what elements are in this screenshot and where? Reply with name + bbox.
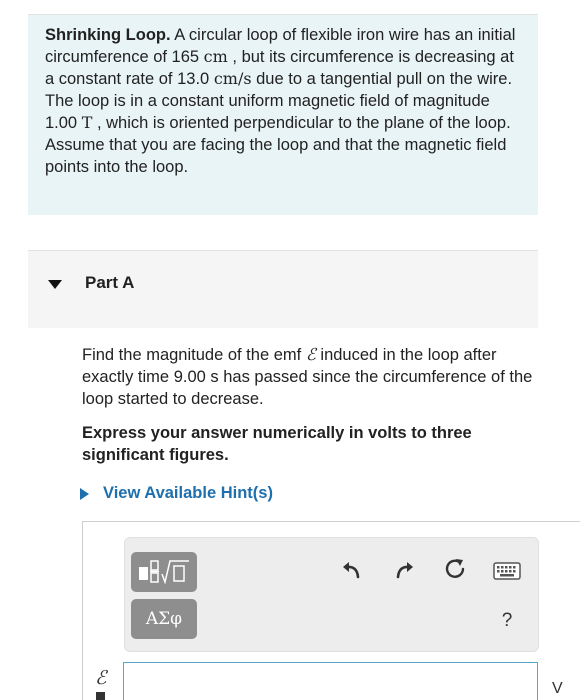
emf-symbol: ℰ	[305, 345, 316, 364]
answer-input[interactable]	[123, 662, 538, 700]
problem-text-4: , which is oriented perpendicular to the plane of the loop. Assume that you are facing the loop and that the magnetic field points into the loop.	[45, 114, 511, 176]
help-button[interactable]: ?	[501, 610, 513, 631]
problem-statement	[28, 15, 538, 215]
rate-unit: cm/s	[213, 69, 252, 88]
undo-icon	[341, 558, 363, 580]
templates-icon	[137, 558, 191, 586]
reset-button[interactable]	[443, 557, 467, 581]
redo-button[interactable]	[393, 558, 415, 580]
problem-text-2: , but its circumference is decreasing at a constant rate of	[45, 48, 514, 88]
circumference-value: 165	[171, 48, 200, 66]
question-text	[82, 344, 552, 410]
undo-button[interactable]	[341, 558, 363, 580]
field-value: 1.00	[45, 114, 78, 132]
problem-text-1: A circular loop of flexible iron wire has an initial circumference of	[45, 26, 516, 66]
answer-label: ℰ	[95, 667, 107, 689]
keyboard-icon	[493, 562, 521, 580]
field-unit: T	[81, 113, 93, 132]
answer-instruction: Express your answer numerically in volts to three significant figures.	[82, 424, 472, 464]
hint-toggle[interactable]	[80, 484, 273, 503]
question-text-2: induced in the loop after exactly time 9.00 s has passed since the circumference of the loop started to decrease.	[82, 346, 533, 408]
partial-glyph	[96, 692, 105, 700]
redo-icon	[393, 558, 415, 580]
reset-icon	[443, 557, 467, 581]
math-toolbar	[124, 537, 539, 652]
caret-right-icon[interactable]	[80, 488, 89, 500]
rate-value: 13.0	[177, 70, 210, 88]
view-hints-link[interactable]: View Available Hint(s)	[103, 484, 273, 502]
keyboard-button[interactable]	[493, 562, 521, 580]
circumference-unit: cm	[203, 47, 228, 66]
part-title: Part A	[85, 273, 135, 292]
symbols-button[interactable]: ΑΣφ	[131, 599, 197, 639]
question-text-1: Find the magnitude of the emf	[82, 346, 306, 364]
answer-unit: V	[552, 680, 563, 697]
part-a-header[interactable]	[28, 250, 538, 328]
templates-button[interactable]	[131, 552, 197, 592]
problem-text-3: due to a tangential pull on the wire. The loop is in a constant uniform magnetic field of magnitude	[45, 70, 513, 110]
caret-down-icon[interactable]	[48, 280, 62, 289]
problem-title: Shrinking Loop.	[45, 26, 171, 44]
